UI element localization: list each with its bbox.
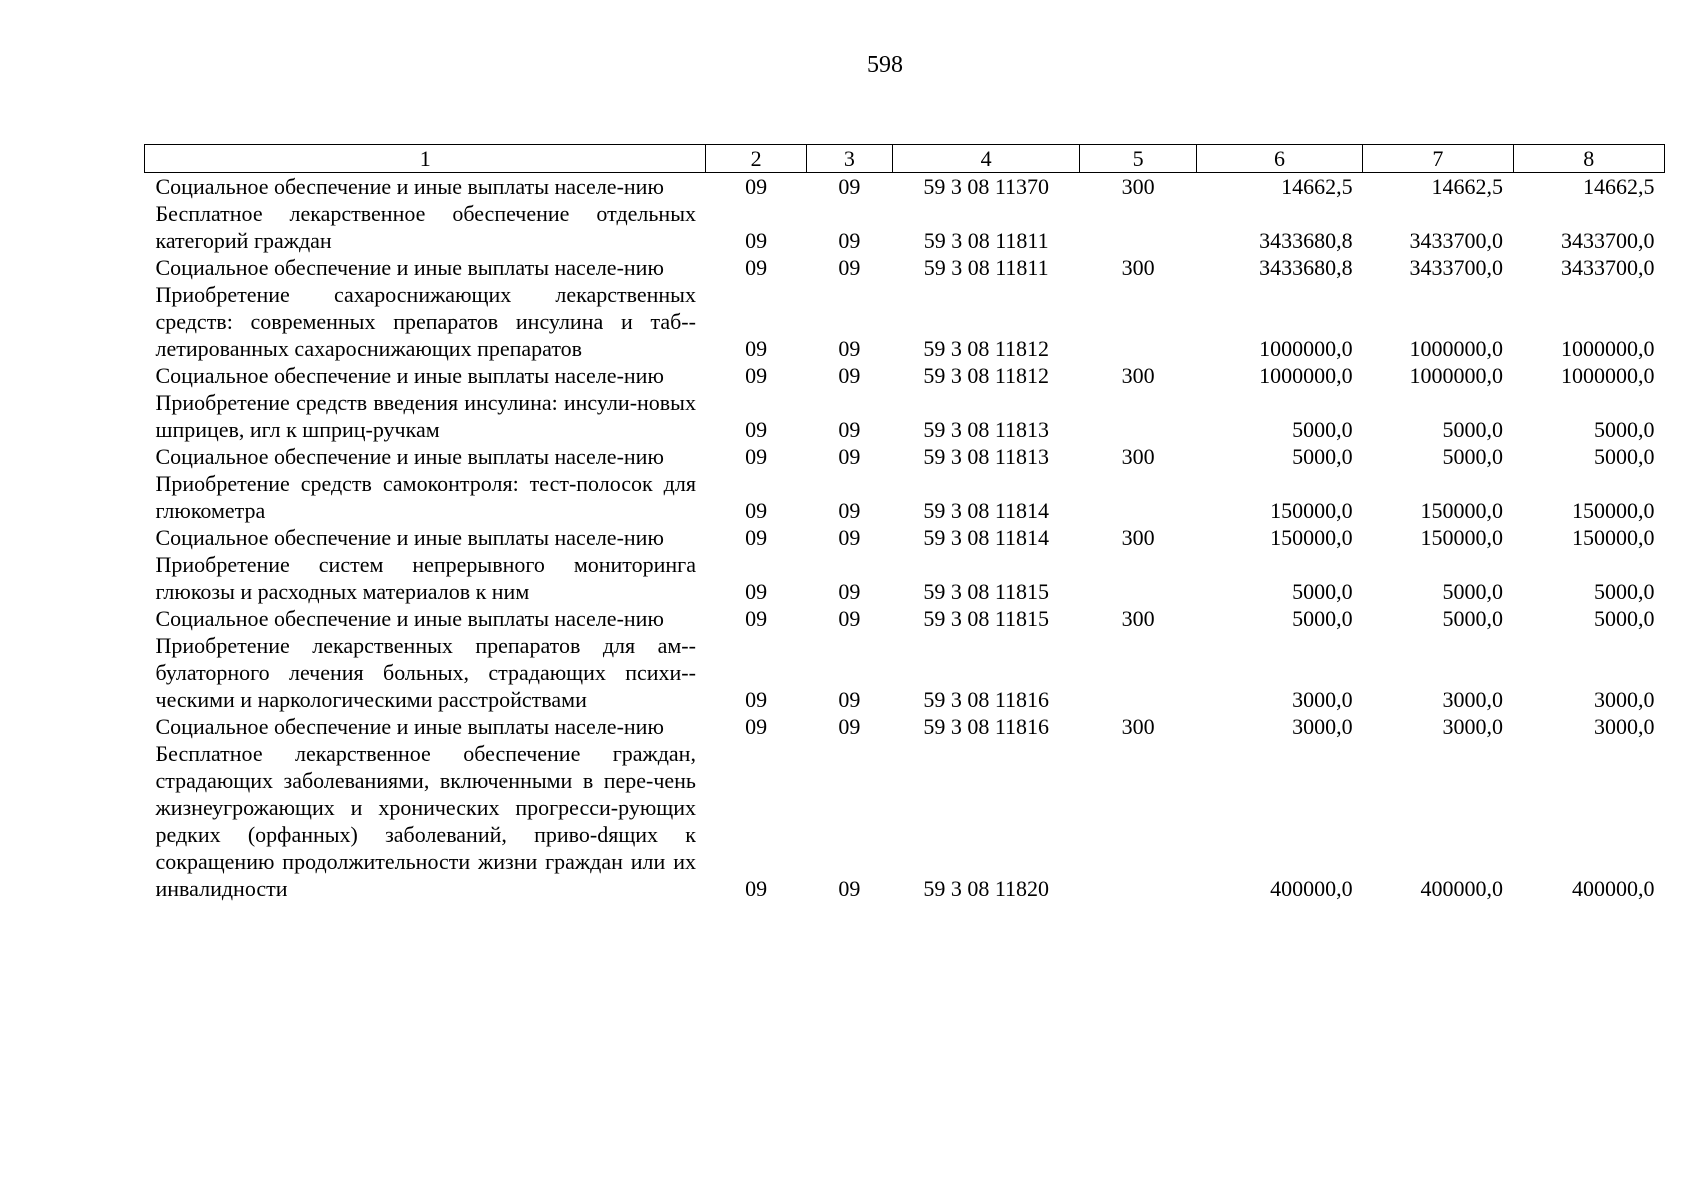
row-target-article-cell: 59 3 08 11816 — [923, 714, 1050, 739]
row-name-cell: Приобретение систем непрерывного мониторинга глюкозы и расходных материалов к ним — [155, 552, 696, 604]
header-cell-2: 2 — [706, 145, 806, 173]
row-expense-type-cell: 300 — [1121, 714, 1155, 739]
table-row — [145, 551, 1665, 605]
row-amount-col6-cell: 150000,0 — [1270, 525, 1353, 550]
row-name-cell: Приобретение сахароснижающих лекарственных средств: современных препаратов инсулина и таб-летированных сахароснижающих препаратов — [155, 282, 696, 361]
row-expense-type-cell — [1080, 389, 1196, 443]
row-name-cell: Социальное обеспечение и иные выплаты населе-нию — [155, 525, 664, 550]
row-amount-col6-cell: 14662,5 — [1281, 174, 1353, 199]
row-amount-col8-cell: 1000000,0 — [1561, 336, 1655, 361]
row-target-article-cell: 59 3 08 11811 — [923, 228, 1049, 253]
row-amount-col7-cell: 1000000,0 — [1409, 363, 1504, 388]
row-amount-col6-cell: 5000,0 — [1292, 417, 1353, 442]
row-amount-col7-cell: 150000,0 — [1420, 525, 1504, 550]
row-subsection-cell: 09 — [838, 579, 861, 604]
header-cell-5: 5 — [1080, 145, 1196, 173]
row-amount-col7-cell: 1000000,0 — [1409, 336, 1504, 361]
row-expense-type-cell — [1080, 551, 1196, 605]
row-amount-col8-cell: 3433700,0 — [1561, 228, 1655, 253]
row-amount-col8-cell: 14662,5 — [1583, 174, 1655, 199]
row-amount-col7-cell: 3433700,0 — [1409, 228, 1504, 253]
row-amount-col8-cell: 1000000,0 — [1561, 363, 1655, 388]
table-row — [145, 254, 1665, 281]
row-target-article-cell: 59 3 08 11820 — [923, 876, 1050, 901]
row-expense-type-cell: 300 — [1121, 525, 1155, 550]
row-subsection-cell: 09 — [838, 417, 861, 442]
row-section-cell: 09 — [745, 417, 768, 442]
row-amount-col7-cell: 5000,0 — [1442, 417, 1504, 442]
row-amount-col7-cell: 3000,0 — [1442, 714, 1504, 739]
row-subsection-cell: 09 — [838, 498, 861, 523]
row-subsection-cell: 09 — [838, 714, 861, 739]
header-cell-8: 8 — [1513, 145, 1664, 173]
row-section-cell: 09 — [745, 363, 768, 388]
table-row — [145, 389, 1665, 443]
row-subsection-cell: 09 — [838, 174, 861, 199]
row-target-article-cell: 59 3 08 11815 — [923, 579, 1050, 604]
row-amount-col6-cell: 5000,0 — [1292, 579, 1353, 604]
table-row — [145, 470, 1665, 524]
row-amount-col7-cell: 5000,0 — [1442, 606, 1504, 631]
row-subsection-cell: 09 — [838, 687, 861, 712]
budget-table — [144, 144, 1665, 902]
row-target-article-cell: 59 3 08 11814 — [923, 498, 1050, 523]
row-target-article-cell: 59 3 08 11814 — [923, 525, 1050, 550]
table-row — [145, 443, 1665, 470]
row-name-cell: Социальное обеспечение и иные выплаты населе-нию — [155, 606, 664, 631]
row-name-cell: Социальное обеспечение и иные выплаты населе-нию — [155, 363, 664, 388]
row-subsection-cell: 09 — [838, 444, 861, 469]
row-target-article-cell: 59 3 08 11813 — [923, 417, 1050, 442]
row-amount-col8-cell: 5000,0 — [1594, 417, 1655, 442]
row-section-cell: 09 — [745, 444, 768, 469]
header-row — [145, 145, 1665, 173]
row-amount-col7-cell: 400000,0 — [1420, 876, 1504, 901]
row-amount-col6-cell: 5000,0 — [1292, 444, 1353, 469]
table-body — [145, 173, 1665, 903]
page-number: 598 — [867, 52, 903, 78]
row-subsection-cell: 09 — [838, 876, 861, 901]
row-section-cell: 09 — [745, 228, 768, 253]
row-section-cell: 09 — [745, 606, 768, 631]
row-name-cell: Социальное обеспечение и иные выплаты населе-нию — [155, 174, 664, 199]
row-amount-col8-cell: 5000,0 — [1594, 579, 1655, 604]
row-target-article-cell: 59 3 08 11813 — [923, 444, 1050, 469]
row-section-cell: 09 — [745, 687, 768, 712]
row-expense-type-cell — [1080, 632, 1196, 713]
row-section-cell: 09 — [745, 498, 768, 523]
row-amount-col6-cell: 3000,0 — [1292, 714, 1353, 739]
row-section-cell: 09 — [745, 525, 768, 550]
header-cell-3: 3 — [806, 145, 892, 173]
row-amount-col8-cell: 3433700,0 — [1561, 255, 1655, 280]
header-cell-7: 7 — [1363, 145, 1513, 173]
row-expense-type-cell — [1080, 200, 1196, 254]
row-amount-col7-cell: 5000,0 — [1442, 444, 1504, 469]
row-amount-col6-cell: 3000,0 — [1292, 687, 1353, 712]
table-row — [145, 605, 1665, 632]
table-row — [145, 173, 1665, 201]
table-row — [145, 362, 1665, 389]
row-amount-col7-cell: 5000,0 — [1442, 579, 1504, 604]
row-section-cell: 09 — [745, 336, 768, 361]
row-name-cell: Социальное обеспечение и иные выплаты населе-нию — [155, 714, 664, 739]
row-section-cell: 09 — [745, 714, 768, 739]
table-row — [145, 524, 1665, 551]
row-expense-type-cell: 300 — [1121, 255, 1155, 280]
header-cell-1: 1 — [145, 145, 706, 173]
row-amount-col7-cell: 3000,0 — [1442, 687, 1504, 712]
table-row — [145, 281, 1665, 362]
row-target-article-cell: 59 3 08 11815 — [923, 606, 1050, 631]
row-subsection-cell: 09 — [838, 255, 861, 280]
row-name-cell: Социальное обеспечение и иные выплаты населе-нию — [155, 255, 664, 280]
row-amount-col6-cell: 3433680,8 — [1259, 255, 1353, 280]
row-amount-col6-cell: 1000000,0 — [1259, 336, 1353, 361]
row-name-cell: Приобретение средств введения инсулина: инсули-новых шприцев, игл к шприц-ручкам — [155, 390, 696, 442]
row-target-article-cell: 59 3 08 11812 — [923, 363, 1050, 388]
row-section-cell: 09 — [745, 174, 768, 199]
row-name-cell: Бесплатное лекарственное обеспечение граждан, страдающих заболеваниями, включенными в пере-чень жизнеугрожающих и хронических прогресси-рующих редких (орфанных) заболеваний, приво-dящих к сокращению продолжительности жизни граждан или их инвалидности — [155, 741, 696, 901]
row-amount-col8-cell: 150000,0 — [1572, 525, 1655, 550]
row-target-article-cell: 59 3 08 11811 — [923, 255, 1049, 280]
row-amount-col7-cell: 14662,5 — [1431, 174, 1504, 199]
row-expense-type-cell: 300 — [1121, 606, 1155, 631]
table-row — [145, 713, 1665, 740]
row-amount-col8-cell: 3000,0 — [1594, 714, 1655, 739]
row-target-article-cell: 59 3 08 11812 — [923, 336, 1050, 361]
row-amount-col8-cell: 5000,0 — [1594, 606, 1655, 631]
row-amount-col6-cell: 5000,0 — [1292, 606, 1353, 631]
table-row — [145, 740, 1665, 902]
row-section-cell: 09 — [745, 579, 768, 604]
row-section-cell: 09 — [745, 876, 768, 901]
row-expense-type-cell: 300 — [1121, 363, 1155, 388]
row-subsection-cell: 09 — [838, 336, 861, 361]
row-target-article-cell: 59 3 08 11816 — [923, 687, 1050, 712]
header-cell-6: 6 — [1196, 145, 1362, 173]
table-header — [145, 145, 1665, 173]
row-name-cell: Приобретение средств самоконтроля: тест-полосок для глюкометра — [155, 471, 696, 523]
table-row — [145, 632, 1665, 713]
header-cell-4: 4 — [892, 145, 1079, 173]
table-row — [145, 200, 1665, 254]
row-target-article-cell: 59 3 08 11370 — [923, 174, 1050, 199]
row-amount-col8-cell: 3000,0 — [1594, 687, 1655, 712]
row-subsection-cell: 09 — [838, 228, 861, 253]
row-expense-type-cell — [1080, 281, 1196, 362]
row-expense-type-cell: 300 — [1121, 174, 1155, 199]
row-amount-col8-cell: 400000,0 — [1572, 876, 1655, 901]
row-section-cell: 09 — [745, 255, 768, 280]
row-expense-type-cell: 300 — [1121, 444, 1155, 469]
row-amount-col8-cell: 5000,0 — [1594, 444, 1655, 469]
row-subsection-cell: 09 — [838, 606, 861, 631]
row-name-cell: Бесплатное лекарственное обеспечение отдельных категорий граждан — [155, 201, 696, 253]
row-expense-type-cell — [1080, 740, 1196, 902]
row-amount-col6-cell: 150000,0 — [1270, 498, 1353, 523]
row-amount-col6-cell: 1000000,0 — [1259, 363, 1353, 388]
row-amount-col8-cell: 150000,0 — [1572, 498, 1655, 523]
row-subsection-cell: 09 — [838, 525, 861, 550]
row-amount-col7-cell: 3433700,0 — [1409, 255, 1504, 280]
row-amount-col7-cell: 150000,0 — [1420, 498, 1504, 523]
row-expense-type-cell — [1080, 470, 1196, 524]
row-name-cell: Социальное обеспечение и иные выплаты населе-нию — [155, 444, 664, 469]
row-amount-col6-cell: 400000,0 — [1270, 876, 1353, 901]
row-subsection-cell: 09 — [838, 363, 861, 388]
row-name-cell: Приобретение лекарственных препаратов для ам-булаторного лечения больных, страдающих психи-ческими и наркологическими расстройствами — [155, 633, 696, 712]
row-amount-col6-cell: 3433680,8 — [1259, 228, 1353, 253]
